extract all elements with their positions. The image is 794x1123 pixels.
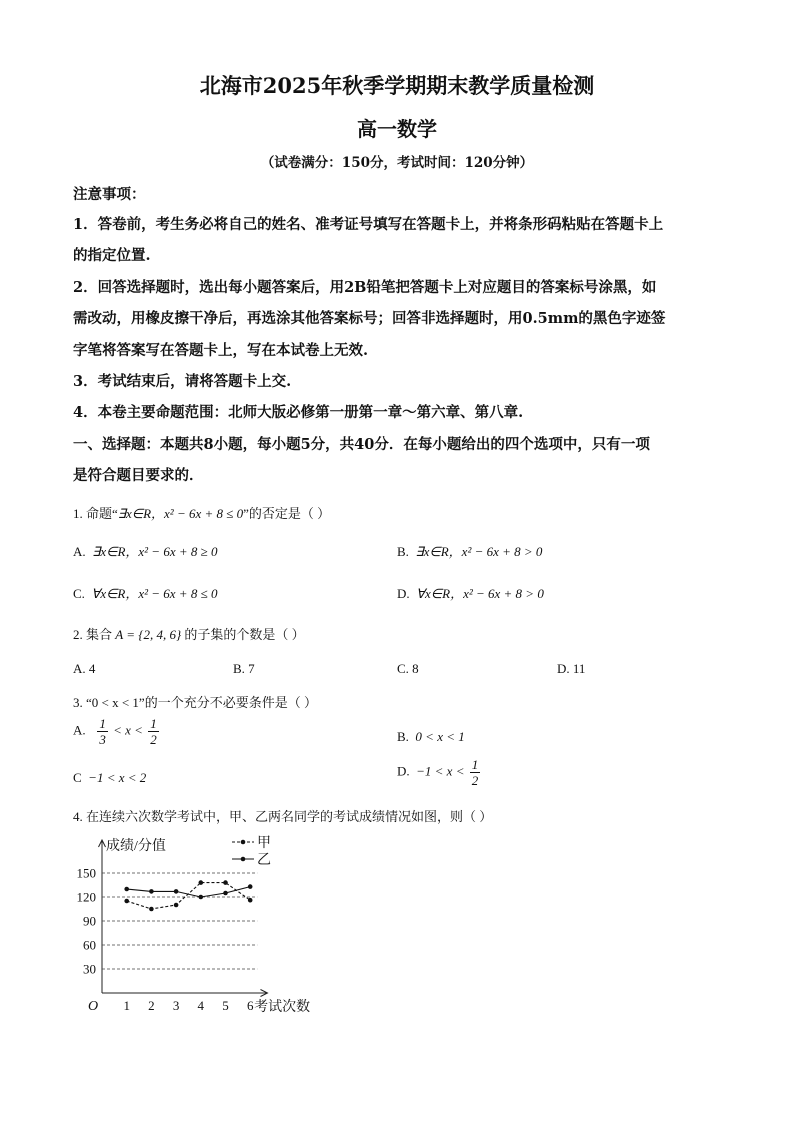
note-1-line-1: 1．答卷前，考生务必将自己的姓名、准考证号填写在答题卡上，并将条形码粘贴在答题卡上	[73, 216, 664, 233]
note-2-line-3: 字笔将答案写在答题卡上，写在本试卷上无效.	[73, 342, 369, 359]
q2-math: A = {2, 4, 6}	[115, 627, 182, 642]
legend-marker-2	[241, 857, 246, 862]
legend-label-2: 乙	[257, 853, 271, 868]
series-1-point-1	[124, 899, 129, 904]
q3-option-d	[397, 757, 482, 788]
y-tick-label-150: 150	[76, 865, 96, 881]
q1-option-a	[73, 541, 218, 560]
x-tick-label-3: 3	[172, 998, 180, 1013]
q3-b-label: B.	[397, 729, 409, 744]
question-3-stem: 3. “0 < x < 1”的一个充分不必要条件是（ ）	[73, 695, 317, 710]
q1-text-b: ”的否定是（ ）	[243, 506, 331, 521]
series-2-point-4	[199, 895, 204, 900]
q2-option-a: A. 4	[73, 661, 96, 676]
q2-text-a: 2. 集合	[73, 627, 113, 642]
section-1-line-1: 一、选择题：本题共8小题，每小题5分，共40分．在每小题给出的四个选项中，只有一项	[73, 436, 650, 453]
series-1-point-4	[199, 880, 204, 885]
q3-c-label: C	[73, 770, 82, 785]
exam-title: 北海市2025年秋季学期期末教学质量检测	[199, 73, 595, 98]
q3-d-text: −1 < x <	[416, 763, 465, 779]
origin-label: O	[88, 999, 99, 1014]
y-axis-label: 成绩/分值	[106, 839, 166, 854]
q3-d-label: D.	[397, 763, 410, 779]
q1-text-a: 1. 命题“	[73, 506, 118, 521]
series-2-point-5	[223, 891, 228, 896]
x-tick-label-4: 4	[197, 998, 205, 1013]
q1-a-label: A.	[73, 544, 86, 559]
series-1-point-2	[149, 907, 154, 912]
q1-c-label: C.	[73, 586, 85, 601]
note-3: 3．考试结束后，请将答题卡上交.	[73, 373, 292, 390]
note-2-line-1: 2．回答选择题时，选出每小题答案后，用2B铅笔把答题卡上对应题目的答案标号涂黑，如	[73, 279, 657, 296]
q3-option-c	[73, 770, 146, 786]
q1-b-label: B.	[397, 544, 409, 559]
q1-option-b	[397, 541, 542, 560]
y-tick-label-90: 90	[83, 913, 96, 929]
notes-heading: 注意事项：	[73, 186, 146, 203]
question-2-stem	[73, 624, 305, 643]
section-1-line-2: 是符合题目要求的．	[73, 467, 204, 484]
exam-info: （试卷满分：150分，考试时间：120分钟）	[260, 155, 534, 171]
series-1-point-5	[223, 880, 228, 885]
x-axis-label: 考试次数	[254, 1000, 311, 1015]
q2-text-b: 的子集的个数是（ ）	[184, 627, 305, 642]
y-tick-label-60: 60	[83, 937, 96, 953]
q3-c-text: −1 < x < 2	[88, 770, 147, 785]
q1-b-text: ∃x∈R，x² − 6x + 8 > 0	[415, 544, 543, 559]
q1-d-text: ∀x∈R，x² − 6x + 8 > 0	[416, 586, 544, 601]
q2-option-d: D. 11	[557, 661, 586, 676]
q3-a-label: A.	[73, 722, 86, 738]
q1-option-c	[73, 583, 217, 602]
note-2-line-2: 需改动，用橡皮擦干净后，再选涂其他答案标号；回答非选择题时，用0.5mm的黑色字迹签	[73, 310, 666, 327]
q3-option-a	[73, 716, 161, 747]
series-2-point-1	[124, 887, 129, 892]
question-4-stem: 4. 在连续六次数学考试中，甲、乙两名同学的考试成绩情况如图，则（ ）	[73, 809, 493, 824]
q3-d-fraction: $\frac{1}{2}$	[471, 757, 479, 788]
subject-title: 高一数学	[357, 117, 437, 141]
q1-c-text: ∀x∈R，x² − 6x + 8 ≤ 0	[91, 586, 218, 601]
series-1-point-3	[174, 903, 179, 908]
q1-math: ∃x∈R，x² − 6x + 8 ≤ 0	[117, 506, 244, 521]
q2-option-b: B. 7	[233, 661, 255, 676]
note-4: 4．本卷主要命题范围：北师大版必修第一册第一章～第六章、第八章.	[73, 404, 524, 421]
q3-a-fraction-2: $\frac{1}{2}$	[150, 716, 157, 747]
x-tick-label-5: 5	[222, 998, 229, 1013]
q2-option-c: C. 8	[397, 661, 419, 676]
legend-label-1: 甲	[257, 836, 271, 851]
q3-a-fraction-1: $\frac{1}{3}$	[99, 716, 106, 747]
question-1-stem	[73, 503, 330, 522]
series-2-point-2	[149, 889, 154, 894]
note-1-line-2: 的指定位置.	[73, 247, 151, 264]
q3-a-middle: < x <	[113, 722, 143, 738]
series-2-point-6	[248, 884, 253, 889]
x-tick-label-1: 1	[123, 998, 130, 1013]
series-line-1	[127, 883, 251, 909]
series-1-point-6	[248, 898, 253, 903]
q1-a-text: ∃x∈R，x² − 6x + 8 ≥ 0	[92, 544, 218, 559]
q1-option-d	[397, 583, 544, 602]
q1-d-label: D.	[397, 586, 410, 601]
x-tick-label-6: 6	[246, 998, 254, 1013]
q3-b-text: 0 < x < 1	[415, 729, 465, 744]
x-tick-label-2: 2	[148, 998, 155, 1013]
series-2-point-3	[174, 889, 179, 894]
score-line-chart	[60, 828, 360, 1020]
y-tick-label-120: 120	[76, 889, 96, 905]
legend-marker-1	[241, 840, 246, 845]
series-line-2	[127, 887, 251, 897]
q3-option-b	[397, 729, 465, 745]
y-tick-label-30: 30	[83, 961, 96, 977]
